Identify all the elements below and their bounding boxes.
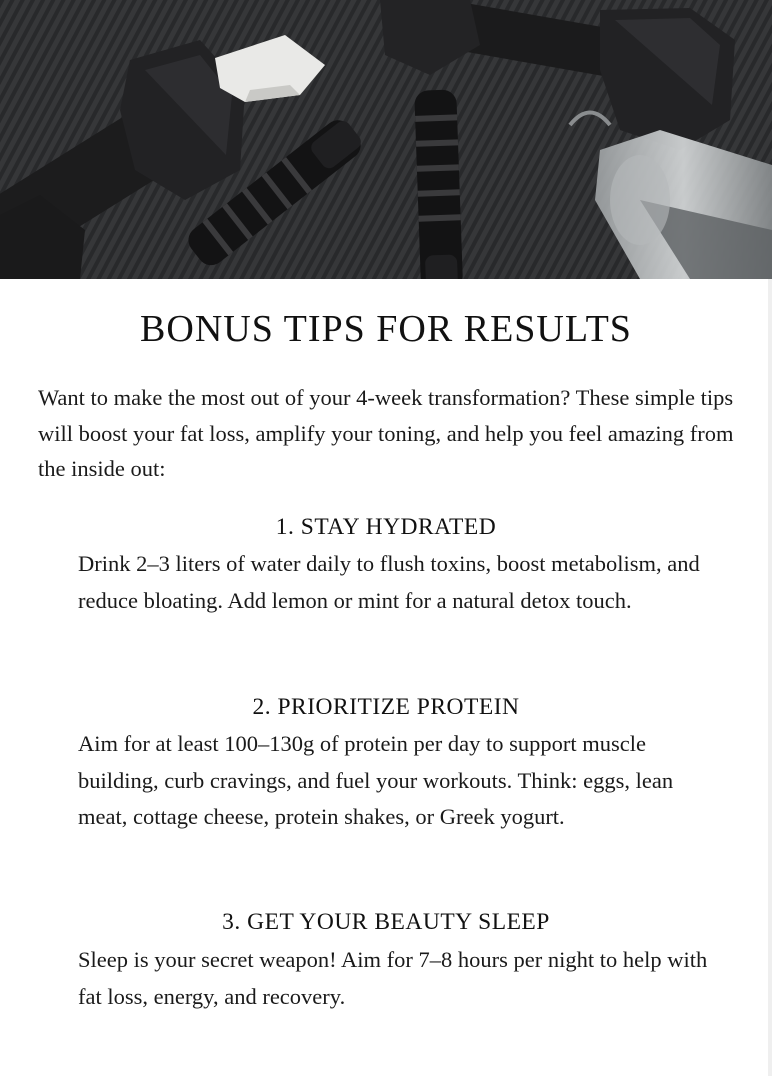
intro-paragraph: Want to make the most out of your 4-week transformation? These simple tips will boost your fat loss, amplify your toning, and help you feel amazing from the inside out: <box>38 385 734 481</box>
tip-body-hydration: Drink 2–3 liters of water daily to flush toxins, boost metabolism, and reduce bloating. Add lemon or mint for a natural detox touch. <box>78 551 700 613</box>
tip-heading-sleep: 3. GET YOUR BEAUTY SLEEP <box>222 909 550 935</box>
tip-body-protein: Aim for at least 100–130g of protein per day to support muscle building, curb cravings, and fuel your workouts. Think: eggs, lean meat, cottage cheese, protein shakes, or Greek yogurt. <box>78 731 674 829</box>
page-edge <box>768 279 772 1076</box>
tip-heading-hydration: 1. STAY HYDRATED <box>275 514 497 540</box>
page-title: BONUS TIPS FOR RESULTS <box>140 308 632 350</box>
jump-rope-handle-icon <box>414 89 463 279</box>
tip-heading-protein: 2. PRIORITIZE PROTEIN <box>252 694 520 720</box>
tip-body-sleep: Sleep is your secret weapon! Aim for 7–8 hours per night to help with fat loss, energy, and recovery. <box>78 947 708 1009</box>
header-photo <box>0 0 772 279</box>
